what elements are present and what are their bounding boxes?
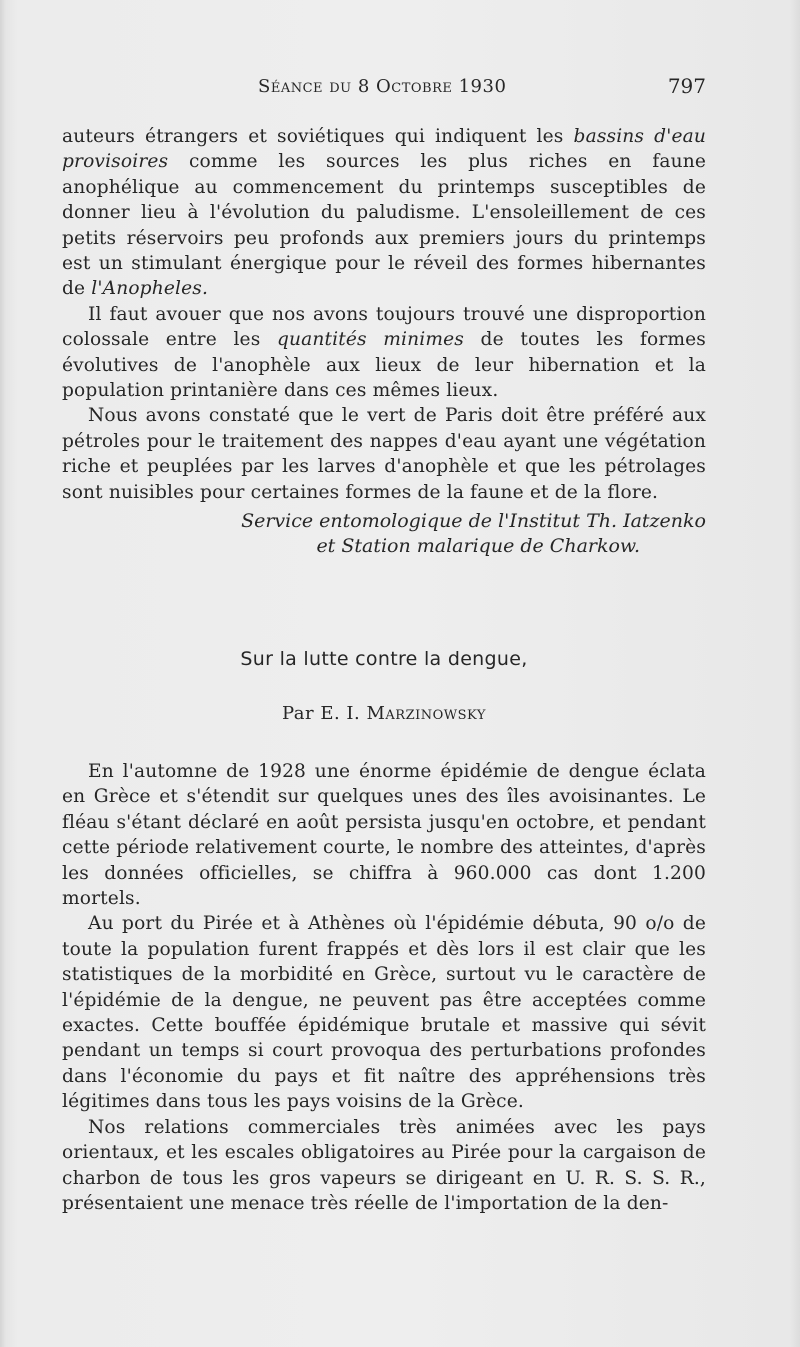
page-number: 797 <box>667 74 706 98</box>
author-name: Marzinowsky <box>366 703 487 724</box>
italic-text-run: bassins d'eau provisoires <box>62 126 706 173</box>
signature-line: Service entomologique de l'Institut Th. Iatzenko <box>241 510 706 532</box>
paragraph: Au port du Pirée et à Athènes où l'épidémie débuta, 90 o/o de toute la population furent frappés et dès lors il est clair que les statistiques de la morbidité en Grèce, surtout vu le caractère de l'épidémie de la dengue, ne peuvent pas être acceptées comme exactes. Cette bouffée épidémique brutale et massive qui sévit pendant un temps si court provoqua des perturbations profondes dans l'économie du pays et fit naître des appréhensions très légitimes dans tous les pays voisins de la Grèce. <box>62 913 706 1113</box>
first-article-body <box>62 124 706 505</box>
running-header <box>60 74 710 102</box>
running-title: Séance du 8 Octobre 1930 <box>258 76 507 97</box>
text-run: Il faut avouer que nos avons toujours trouvé une disproportion colossale entre les <box>62 303 706 351</box>
text-run: de toutes les formes évolutives de l'anophèle aux lieux de leur hibernation et la population printanière dans ces mêmes lieux. <box>62 329 706 402</box>
article-title: Sur la lutte contre la dengue, <box>240 648 528 670</box>
page-spine-shadow <box>0 0 6 1347</box>
text-run: comme les sources les plus riches en faune anophélique au commencement du printemps susceptibles de donner lieu à l'évolution du paludisme. L'ensoleillement de ces petits réservoirs peu profonds aux premiers jours du printemps est un stimulant énergique pour le réveil des formes hibernantes de <box>62 151 706 300</box>
author-prefix: Par E. I. <box>281 703 367 724</box>
second-article-body <box>62 759 706 1216</box>
article-author <box>62 703 706 724</box>
affiliation-signature <box>62 509 706 560</box>
paragraph: En l'automne de 1928 une énorme épidémie de dengue éclata en Grèce et s'étendit sur quelques unes des îles avoisinantes. Le fléau s'étant déclaré en août persista jusqu'en octobre, et pendant cette période relativement courte, le nombre des atteintes, d'après les données officielles, se chiffra à 960.000 cas dont 1.200 mortels. <box>62 761 706 910</box>
italic-text-run: quantités minimes <box>276 329 464 351</box>
signature-line: et Station malarique de Charkow. <box>316 535 640 558</box>
text-run: auteurs étrangers et soviétiques qui indiquent les <box>62 126 574 147</box>
paragraph <box>62 302 706 404</box>
italic-text-run: l'Anopheles. <box>91 278 209 300</box>
paragraph <box>62 124 706 302</box>
paragraph: Nos relations commerciales très animées avec les pays orientaux, et les escales obligatoires au Pirée pour la cargaison de charbon de tous les gros vapeurs se dirigeant en U. R. S. S. R., présentaient une menace très réelle de l'importation de la den- <box>62 1116 706 1214</box>
paragraph: Nous avons constaté que le vert de Paris doit être préféré aux pétroles pour le traitement des nappes d'eau ayant une végétation riche et peuplées par les larves d'anophèle et que les pétrolages sont nuisibles pour certaines formes de la faune et de la flore. <box>62 405 706 503</box>
